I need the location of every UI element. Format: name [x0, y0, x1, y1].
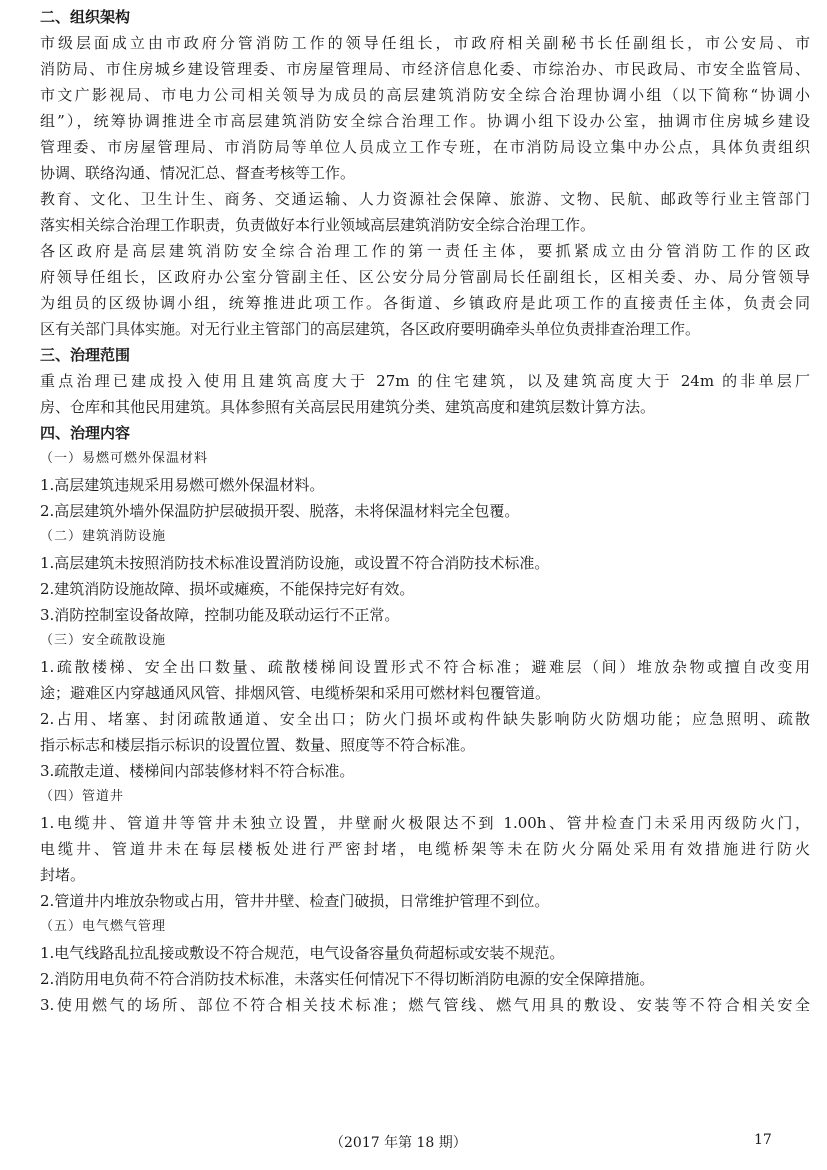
subsection-heading: （五）电气燃气管理	[40, 919, 167, 934]
list-item: 2.消防用电负荷不符合消防技术标准，未落实任何情况下不得切断消防电源的安全保障措施。	[40, 970, 655, 988]
subsection-heading: （四）管道井	[40, 789, 125, 804]
document-page	[40, 4, 810, 1018]
paragraph-line: 府领导任组长，区政府办公室分管副主任、区公安分局分管副局长任副组长，区相关委、办、局分管领导	[40, 268, 810, 286]
list-item: 2.占用、堵塞、封闭疏散通道、安全出口；防火门损坏或构件缺失影响防火防烟功能；应急照明、疏散	[40, 710, 810, 728]
page-number: 17	[754, 1132, 772, 1148]
list-item: 3.使用燃气的场所、部位不符合相关技术标准；燃气管线、燃气用具的敷设、安装等不符合相关安全	[40, 996, 810, 1014]
section-heading-organization: 二、组织架构	[40, 8, 131, 26]
section-heading-scope: 三、治理范围	[40, 346, 131, 364]
paragraph-line: 教育、文化、卫生计生、商务、交通运输、人力资源社会保障、旅游、文物、民航、邮政等行业主管部门	[40, 190, 810, 208]
paragraph-line: 为组员的区级协调小组，统筹推进此项工作。各街道、乡镇政府是此项工作的直接责任主体，负责会同	[40, 294, 810, 312]
paragraph-line: 各区政府是高层建筑消防安全综合治理工作的第一责任主体，要抓紧成立由分管消防工作的区政	[40, 242, 810, 260]
paragraph-line: 协调、联络沟通、情况汇总、督查考核等工作。	[40, 164, 356, 182]
paragraph-line: 消防局、市住房城乡建设管理委、市房屋管理局、市经济信息化委、市综治办、市民政局、市安全监管局、	[40, 60, 810, 78]
list-item: 2.建筑消防设施故障、损坏或瘫痪，不能保持完好有效。	[40, 580, 415, 598]
paragraph-line: 房、仓库和其他民用建筑。具体参照有关高层民用建筑分类、建筑高度和建筑层数计算方法。	[40, 398, 656, 416]
issue-label: （2017 年第 18 期）	[330, 1135, 467, 1151]
list-item: 1.高层建筑未按照消防技术标准设置消防设施，或设置不符合消防技术标准。	[40, 554, 550, 572]
list-item: 1.高层建筑违规采用易燃可燃外保温材料。	[40, 476, 325, 494]
list-item: 途；避难区内穿越通风风管、排烟风管、电缆桥架和采用可燃材料包覆管道。	[40, 684, 551, 702]
list-item: 2.高层建筑外墙外保温防护层破损开裂、脱落，未将保温材料完全包覆。	[40, 502, 520, 520]
paragraph-line: 市文广影视局、市电力公司相关领导为成员的高层建筑消防安全综合治理协调小组（以下简称“协调小	[40, 86, 810, 104]
list-item: 电缆井、管道井未在每层楼板处进行严密封堵，电缆桥架等未在防火分隔处采用有效措施进行防火	[40, 840, 810, 858]
paragraph-line: 管理委、市房屋管理局、市消防局等单位人员成立工作专班，在市消防局设立集中办公点，具体负责组织	[40, 138, 810, 156]
list-item: 封堵。	[40, 866, 86, 884]
subsection-heading: （二）建筑消防设施	[40, 529, 167, 544]
paragraph-line: 市级层面成立由市政府分管消防工作的领导任组长，市政府相关副秘书长任副组长，市公安局、市	[40, 34, 810, 52]
list-item: 3.疏散走道、楼梯间内部装修材料不符合标准。	[40, 762, 355, 780]
list-item: 1.电气线路乱拉乱接或敷设不符合规范，电气设备容量负荷超标或安装不规范。	[40, 944, 565, 962]
subsection-heading: （一）易燃可燃外保温材料	[40, 451, 209, 466]
list-item: 1.疏散楼梯、安全出口数量、疏散楼梯间设置形式不符合标准；避难层（间）堆放杂物或擅自改变用	[40, 658, 810, 676]
subsection-heading: （三）安全疏散设施	[40, 633, 167, 648]
list-item: 1.电缆井、管道井等管井未独立设置，井壁耐火极限达不到 1.00h、管井检查门未采用丙级防火门，	[40, 814, 810, 832]
list-item: 指示标志和楼层指示标识的设置位置、数量、照度等不符合标准。	[40, 736, 476, 754]
paragraph-line: 落实相关综合治理工作职责，负责做好本行业领域高层建筑消防安全综合治理工作。	[40, 216, 596, 234]
paragraph-line: 区有关部门具体实施。对无行业主管部门的高层建筑，各区政府要明确牵头单位负责排查治理工作。	[40, 320, 701, 338]
section-heading-content: 四、治理内容	[40, 424, 131, 442]
list-item: 2.管道井内堆放杂物或占用，管井井壁、检查门破损，日常维护管理不到位。	[40, 892, 550, 910]
paragraph-line: 组”），统筹协调推进全市高层建筑消防安全综合治理工作。协调小组下设办公室，抽调市住房城乡建设	[40, 112, 810, 130]
list-item: 3.消防控制室设备故障，控制功能及联动运行不正常。	[40, 606, 400, 624]
paragraph-line: 重点治理已建成投入使用且建筑高度大于 27m 的住宅建筑，以及建筑高度大于 24m 的非单层厂	[40, 372, 810, 390]
page-footer	[0, 1132, 827, 1156]
